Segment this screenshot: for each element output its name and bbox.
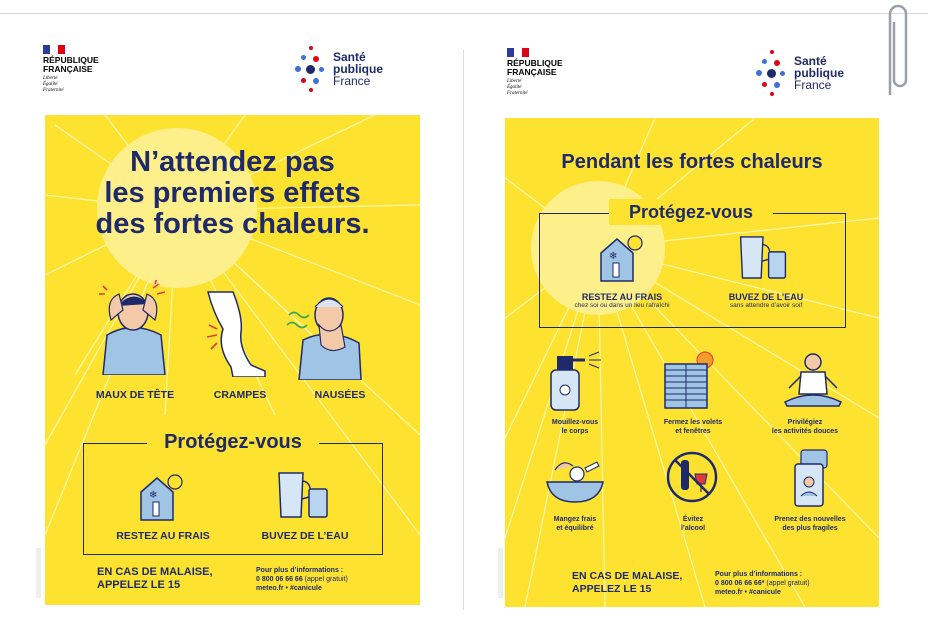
food-bowl-icon	[543, 456, 607, 506]
yoga-icon	[781, 350, 845, 408]
headline-line3: des fortes chaleurs.	[95, 208, 370, 240]
cramps-leg-icon	[203, 287, 273, 377]
phone-number: 0 800 06 66 66	[256, 576, 303, 583]
house-sun-icon	[595, 231, 647, 283]
right-poster	[505, 118, 879, 607]
sante-publique-france-logo-right	[756, 50, 844, 96]
house-sun-icon	[135, 470, 187, 522]
water-jug-icon	[273, 467, 333, 522]
flag-icon	[507, 48, 529, 57]
left-footer-malaise	[97, 566, 213, 592]
symptom-label-headache: MAUX DE TÊTE	[95, 389, 175, 401]
info-line: Pour plus d’informations :	[715, 571, 803, 578]
right-protect-title: Protégez-vous	[609, 199, 773, 225]
protect-eau-title: BUVEZ DE L’EAU	[728, 292, 804, 302]
right-protect-label-frais	[555, 292, 689, 310]
rf-motto-3: Fraternité	[507, 91, 528, 96]
nausea-icon	[285, 285, 370, 380]
malaise-line2: APPELEZ LE 15	[97, 579, 181, 591]
symptom-label-cramps: CRAMPES	[213, 389, 267, 401]
tip-activites-l2: les activités douces	[771, 428, 839, 435]
malaise-line2: APPELEZ LE 15	[572, 583, 652, 595]
spf-line2: publique	[333, 62, 383, 76]
phone-note: (appel gratuit)	[304, 576, 348, 583]
rf-line1: RÉPUBLIQUE	[43, 55, 99, 65]
right-protect-label-eau	[701, 292, 831, 310]
water-jug-icon	[735, 231, 791, 283]
symptom-label-nausea: NAUSÉES	[314, 389, 366, 401]
rf-motto-3: Fraternité	[43, 88, 64, 93]
malaise-line1: EN CAS DE MALAISE,	[97, 566, 213, 578]
phone-number: 0 800 06 66 66*	[715, 580, 765, 587]
svg-text:❄: ❄	[149, 490, 158, 501]
spf-line3: France	[333, 74, 371, 88]
spray-bottle-icon	[545, 350, 605, 412]
svg-text:❄: ❄	[609, 251, 618, 262]
spf-line1: Santé	[794, 54, 827, 68]
tip-volets-l2: et fenêtres	[675, 428, 711, 435]
tip-label-alcool	[648, 515, 738, 533]
protect-eau-sub: sans attendre d’avoir soif	[729, 302, 803, 309]
left-legal-strip	[36, 548, 41, 598]
rf-motto-2: Égalité	[43, 82, 58, 87]
phone-note: (appel gratuit)	[766, 580, 810, 587]
spf-dots-icon	[295, 46, 329, 92]
left-poster	[45, 115, 420, 605]
tip-mangez-l1: Mangez frais	[553, 516, 597, 523]
spf-line2: publique	[794, 66, 844, 80]
headline-line1: N’attendez pas	[130, 146, 335, 178]
spf-dots-icon	[756, 50, 790, 96]
no-alcohol-icon	[665, 450, 719, 504]
left-protect-label-frais: RESTEZ AU FRAIS	[116, 530, 210, 542]
tip-label-mangez	[535, 515, 615, 533]
tip-mangez-l2: et équilibré	[556, 525, 594, 532]
tip-label-mouillez	[535, 418, 615, 436]
rf-line2: FRANÇAISE	[507, 67, 557, 77]
info-line: Pour plus d’informations :	[256, 567, 344, 574]
protect-frais-sub: chez soi ou dans un lieu rafraîchi	[574, 302, 670, 309]
right-page	[464, 0, 928, 632]
rf-motto-1: Liberté	[507, 79, 522, 84]
right-protect-box	[539, 213, 846, 328]
meteo-line: meteo.fr • #canicule	[715, 589, 781, 596]
tip-volets-l1: Fermez les volets	[663, 419, 723, 426]
shutters-icon	[661, 350, 719, 410]
left-protect-title: Protégez-vous	[147, 429, 319, 455]
rf-motto-2: Égalité	[507, 85, 522, 90]
left-footer-info	[256, 566, 348, 593]
left-headline	[45, 147, 420, 240]
tip-nouvelles-l2: des plus fragiles	[782, 525, 838, 532]
right-legal-strip	[498, 548, 503, 598]
malaise-line1: EN CAS DE MALAISE,	[572, 570, 683, 582]
sante-publique-france-logo	[295, 46, 383, 92]
spf-line1: Santé	[333, 50, 366, 64]
right-headline: Pendant les fortes chaleurs	[561, 151, 823, 173]
tip-activites-l1: Privilégiez	[787, 419, 823, 426]
rf-line2: FRANÇAISE	[43, 64, 93, 74]
tip-label-volets	[648, 418, 738, 436]
protect-frais-title: RESTEZ AU FRAIS	[581, 292, 663, 302]
republique-francaise-logo-right	[507, 48, 563, 97]
right-footer-info	[715, 570, 810, 597]
republique-francaise-logo	[43, 45, 99, 94]
rf-motto-1: Liberté	[43, 76, 58, 81]
tip-alcool-l1: Évitez	[682, 516, 704, 523]
tip-mouillez-l1: Mouillez-vous	[551, 419, 599, 426]
meteo-line: meteo.fr • #canicule	[256, 585, 322, 592]
rf-line1: RÉPUBLIQUE	[507, 58, 563, 68]
phone-message-icon	[791, 448, 839, 508]
tip-alcool-l2: l’alcool	[680, 525, 706, 532]
tip-mouillez-l2: le corps	[561, 428, 589, 435]
headache-icon	[93, 280, 173, 375]
left-protect-label-eau: BUVEZ DE L’EAU	[261, 530, 349, 542]
spf-line3: France	[794, 78, 832, 92]
tip-label-nouvelles	[755, 515, 865, 533]
left-page	[0, 0, 463, 632]
right-footer-malaise	[572, 570, 682, 596]
tip-nouvelles-l1: Prenez des nouvelles	[774, 516, 846, 523]
headline-line2: les premiers effets	[104, 177, 361, 209]
flag-icon	[43, 45, 65, 54]
tip-label-activites	[755, 418, 855, 436]
